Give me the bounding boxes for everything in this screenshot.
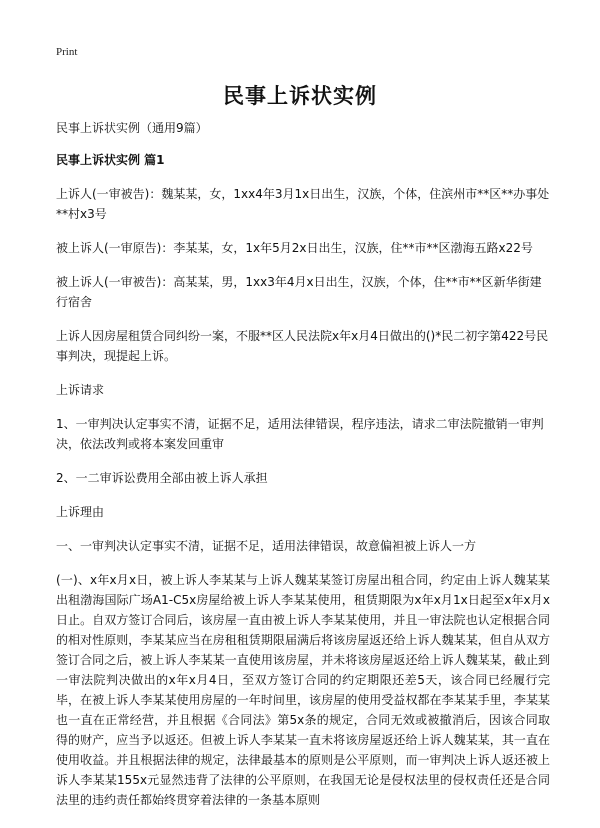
document-body (56, 118, 550, 810)
document-subtitle: 民事上诉状实例（通用9篇） (56, 121, 208, 135)
appeal-intro-paragraph: 上诉人因房屋租赁合同纠纷一案，不服**区人民法院x年x月4日做出的()*民二初字第422号民事判决，现提起上诉。 (56, 329, 549, 363)
reason-1-body: (一)、x年x月x日，被上诉人李某某与上诉人魏某某签订房屋出租合同，约定由上诉人魏某某出租渤海国际广场A1-C5x房屋给被上诉人李某某使用，租赁期限为x年x月1x日起至x年x月x日止。自双方签订合同后，该房屋一直由被上诉人李某某使用，并且一审法院也认定根据合同的相对性原则，李某某应当在房租租赁期限届满后将该房屋返还给上诉人魏某某，但自从双方签订合同之后，被上诉人李某某一直使用该房屋，并未将该房屋返还给上诉人魏某某，截止到一审法院判决做出的x年x月4日，至双方签订合同的约定期限还差5天，该合同已经履行完毕，在被上诉人李某某使用房屋的一年时间里，该房屋的使用受益权都在李某某手里，李某某也一直在正常经营，并且根据《合同法》第5x条的规定，合同无效或被撤消后，因该合同取得的财产，应当予以返还。但被上诉人李某某一直未将该房屋返还给上诉人魏某某，其一直在使用收益。并且根据法律的规定，法律最基本的原则是公平原则，而一审判决上诉人返还被上诉人李某某155x元显然违背了法律的公平原则，在我国无论是侵权法里的侵权责任还是合同法里的违约责任都始终贯穿着法律的一条基本原则 (56, 573, 550, 807)
appellant-paragraph: 上诉人(一审被告)：魏某某，女，1xx4年3月1x日出生，汉族，个体，住滨州市**区**办事处**村x3号 (56, 187, 550, 221)
appeal-reasons-heading: 上诉理由 (56, 505, 105, 519)
request-item-1: 1、一审判决认定事实不清，证据不足，适用法律错误，程序违法，请求二审法院撤销一审判决，依法改判或将本案发回重审 (56, 417, 544, 451)
print-link[interactable]: Print (56, 46, 78, 58)
reason-1-heading: 一、一审判决认定事实不清，证据不足，适用法律错误，故意偏袒被上诉人一方 (56, 539, 477, 553)
respondent-2-paragraph: 被上诉人(一审被告)：高某某，男，1xx3年4月x日出生，汉族，个体，住**市**区新华街建行宿舍 (56, 275, 542, 309)
document-title: 民事上诉状实例 (223, 84, 377, 108)
section-heading: 民事上诉状实例 篇1 (56, 153, 165, 167)
request-item-2: 2、一二审诉讼费用全部由被上诉人承担 (56, 471, 268, 485)
appeal-requests-heading: 上诉请求 (56, 383, 105, 397)
respondent-1-paragraph: 被上诉人(一审原告)：李某某，女，1x年5月2x日出生，汉族，住**市**区渤海五路x22号 (56, 241, 533, 255)
